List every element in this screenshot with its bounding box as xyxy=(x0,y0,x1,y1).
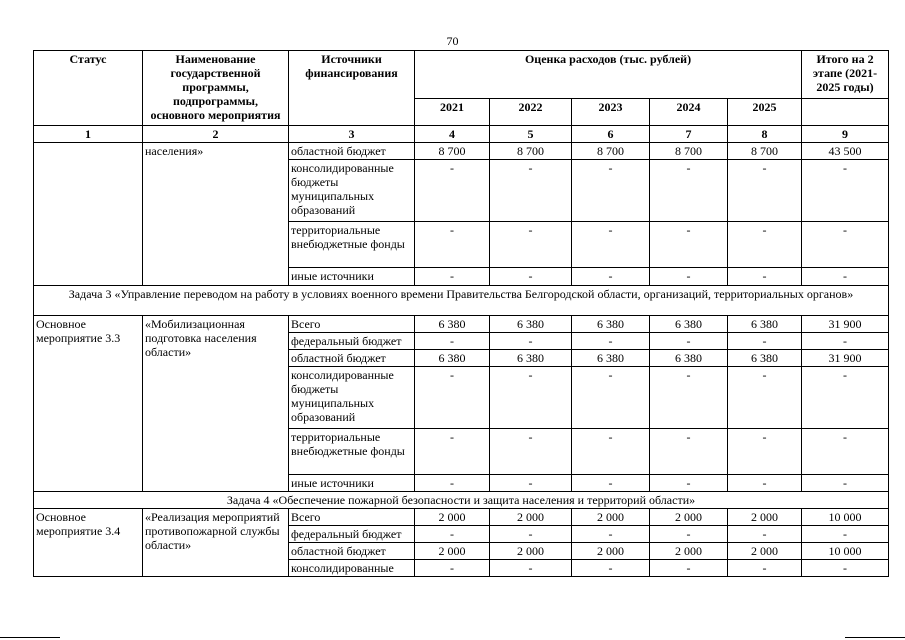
value-cell: - xyxy=(728,429,802,475)
total-cell: - xyxy=(802,268,889,286)
year-col: 2025 xyxy=(728,99,802,126)
value-cell: - xyxy=(650,367,728,429)
col-number: 6 xyxy=(572,126,650,143)
header-status: Статус xyxy=(34,51,143,126)
value-cell: - xyxy=(728,222,802,268)
value-cell: - xyxy=(650,333,728,350)
value-cell: - xyxy=(490,268,572,286)
value-cell: - xyxy=(572,160,650,222)
total-cell: - xyxy=(802,560,889,577)
value-cell: - xyxy=(572,222,650,268)
value-cell: - xyxy=(572,475,650,492)
value-cell: - xyxy=(650,475,728,492)
value-cell: - xyxy=(728,560,802,577)
source-cell: областной бюджет xyxy=(289,543,415,560)
total-cell: 31 900 xyxy=(802,316,889,333)
total-cell: 43 500 xyxy=(802,143,889,160)
header-total: Итого на 2 этапе (2021-2025 годы) xyxy=(802,51,889,99)
value-cell: - xyxy=(650,560,728,577)
value-cell: 2 000 xyxy=(490,543,572,560)
value-cell: 2 000 xyxy=(572,509,650,526)
year-col: 2022 xyxy=(490,99,572,126)
value-cell: - xyxy=(415,475,490,492)
value-cell: 8 700 xyxy=(490,143,572,160)
task-heading: Задача 4 «Обеспечение пожарной безопасности и защита населения и территорий области» xyxy=(34,492,889,509)
value-cell: - xyxy=(728,526,802,543)
col-number: 1 xyxy=(34,126,143,143)
total-subheader xyxy=(802,99,889,126)
source-cell: Всего xyxy=(289,509,415,526)
value-cell: 2 000 xyxy=(415,543,490,560)
value-cell: - xyxy=(415,526,490,543)
value-cell: - xyxy=(728,268,802,286)
total-cell: - xyxy=(802,475,889,492)
value-cell: - xyxy=(650,222,728,268)
value-cell: - xyxy=(415,429,490,475)
value-cell: 6 380 xyxy=(490,350,572,367)
col-number: 3 xyxy=(289,126,415,143)
source-cell: Всего xyxy=(289,316,415,333)
value-cell: 6 380 xyxy=(728,316,802,333)
value-cell: 6 380 xyxy=(572,316,650,333)
value-cell: - xyxy=(415,268,490,286)
value-cell: - xyxy=(728,475,802,492)
value-cell: 6 380 xyxy=(728,350,802,367)
task-heading: Задача 3 «Управление переводом на работу в условиях военного времени Правительства Белгородской области, организаций, территориальных органов» xyxy=(34,286,889,316)
value-cell: - xyxy=(572,367,650,429)
value-cell: - xyxy=(490,160,572,222)
source-cell: федеральный бюджет xyxy=(289,526,415,543)
value-cell: 6 380 xyxy=(572,350,650,367)
value-cell: - xyxy=(490,429,572,475)
header-estimate: Оценка расходов (тыс. рублей) xyxy=(415,51,802,99)
total-cell: - xyxy=(802,222,889,268)
status-cell: Основное мероприятие 3.3 xyxy=(34,316,143,492)
value-cell: - xyxy=(728,367,802,429)
value-cell: - xyxy=(572,526,650,543)
value-cell: 2 000 xyxy=(728,509,802,526)
value-cell: 2 000 xyxy=(415,509,490,526)
col-number: 2 xyxy=(143,126,289,143)
value-cell: 2 000 xyxy=(572,543,650,560)
total-cell: - xyxy=(802,526,889,543)
header-name: Наименование государственной программы, подпрограммы, основного мероприятия xyxy=(143,51,289,126)
value-cell: - xyxy=(415,222,490,268)
year-col: 2024 xyxy=(650,99,728,126)
value-cell: - xyxy=(728,333,802,350)
value-cell: - xyxy=(490,222,572,268)
value-cell: 8 700 xyxy=(572,143,650,160)
scan-edge-line xyxy=(0,637,60,638)
value-cell: 8 700 xyxy=(728,143,802,160)
value-cell: - xyxy=(415,560,490,577)
value-cell: - xyxy=(572,268,650,286)
source-cell: территориальные внебюджетные фонды xyxy=(289,429,415,475)
source-cell: иные источники xyxy=(289,268,415,286)
source-cell: консолидированные xyxy=(289,560,415,577)
total-cell: - xyxy=(802,160,889,222)
col-number: 8 xyxy=(728,126,802,143)
value-cell: - xyxy=(650,160,728,222)
value-cell: 2 000 xyxy=(490,509,572,526)
year-col: 2023 xyxy=(572,99,650,126)
value-cell: - xyxy=(490,333,572,350)
value-cell: - xyxy=(572,429,650,475)
value-cell: 2 000 xyxy=(728,543,802,560)
table-row xyxy=(34,316,889,333)
value-cell: - xyxy=(650,429,728,475)
value-cell: - xyxy=(572,333,650,350)
header-sources: Источники финансирования xyxy=(289,51,415,126)
value-cell: - xyxy=(490,475,572,492)
total-cell: 31 900 xyxy=(802,350,889,367)
source-cell: консолидированные бюджеты муниципальных образований xyxy=(289,367,415,429)
col-number: 4 xyxy=(415,126,490,143)
source-cell: консолидированные бюджеты муниципальных образований xyxy=(289,160,415,222)
value-cell: 8 700 xyxy=(415,143,490,160)
value-cell: - xyxy=(728,160,802,222)
table-row xyxy=(34,509,889,526)
value-cell: 2 000 xyxy=(650,543,728,560)
value-cell: - xyxy=(415,367,490,429)
value-cell: 6 380 xyxy=(490,316,572,333)
value-cell: 6 380 xyxy=(650,316,728,333)
name-cell: «Мобилизационная подготовка населения области» xyxy=(143,316,289,492)
name-cell: населения» xyxy=(143,143,289,286)
value-cell: - xyxy=(572,560,650,577)
total-cell: 10 000 xyxy=(802,509,889,526)
status-cell: Основное мероприятие 3.4 xyxy=(34,509,143,577)
value-cell: - xyxy=(490,367,572,429)
value-cell: - xyxy=(415,160,490,222)
total-cell: - xyxy=(802,367,889,429)
col-number: 7 xyxy=(650,126,728,143)
col-number: 5 xyxy=(490,126,572,143)
table-row xyxy=(34,143,889,160)
expenses-table xyxy=(33,50,889,577)
value-cell: - xyxy=(490,560,572,577)
source-cell: федеральный бюджет xyxy=(289,333,415,350)
value-cell: 6 380 xyxy=(415,316,490,333)
source-cell: территориальные внебюджетные фонды xyxy=(289,222,415,268)
value-cell: - xyxy=(415,333,490,350)
value-cell: - xyxy=(650,268,728,286)
name-cell: «Реализация мероприятий противопожарной службы области» xyxy=(143,509,289,577)
col-number: 9 xyxy=(802,126,889,143)
total-cell: - xyxy=(802,333,889,350)
value-cell: 8 700 xyxy=(650,143,728,160)
value-cell: 2 000 xyxy=(650,509,728,526)
value-cell: - xyxy=(490,526,572,543)
total-cell: - xyxy=(802,429,889,475)
page-number: 70 xyxy=(446,34,459,48)
source-cell: областной бюджет xyxy=(289,350,415,367)
source-cell: областной бюджет xyxy=(289,143,415,160)
value-cell: - xyxy=(650,526,728,543)
source-cell: иные источники xyxy=(289,475,415,492)
year-col: 2021 xyxy=(415,99,490,126)
value-cell: 6 380 xyxy=(650,350,728,367)
value-cell: 6 380 xyxy=(415,350,490,367)
scan-edge-line xyxy=(845,637,905,638)
status-cell xyxy=(34,143,143,286)
total-cell: 10 000 xyxy=(802,543,889,560)
